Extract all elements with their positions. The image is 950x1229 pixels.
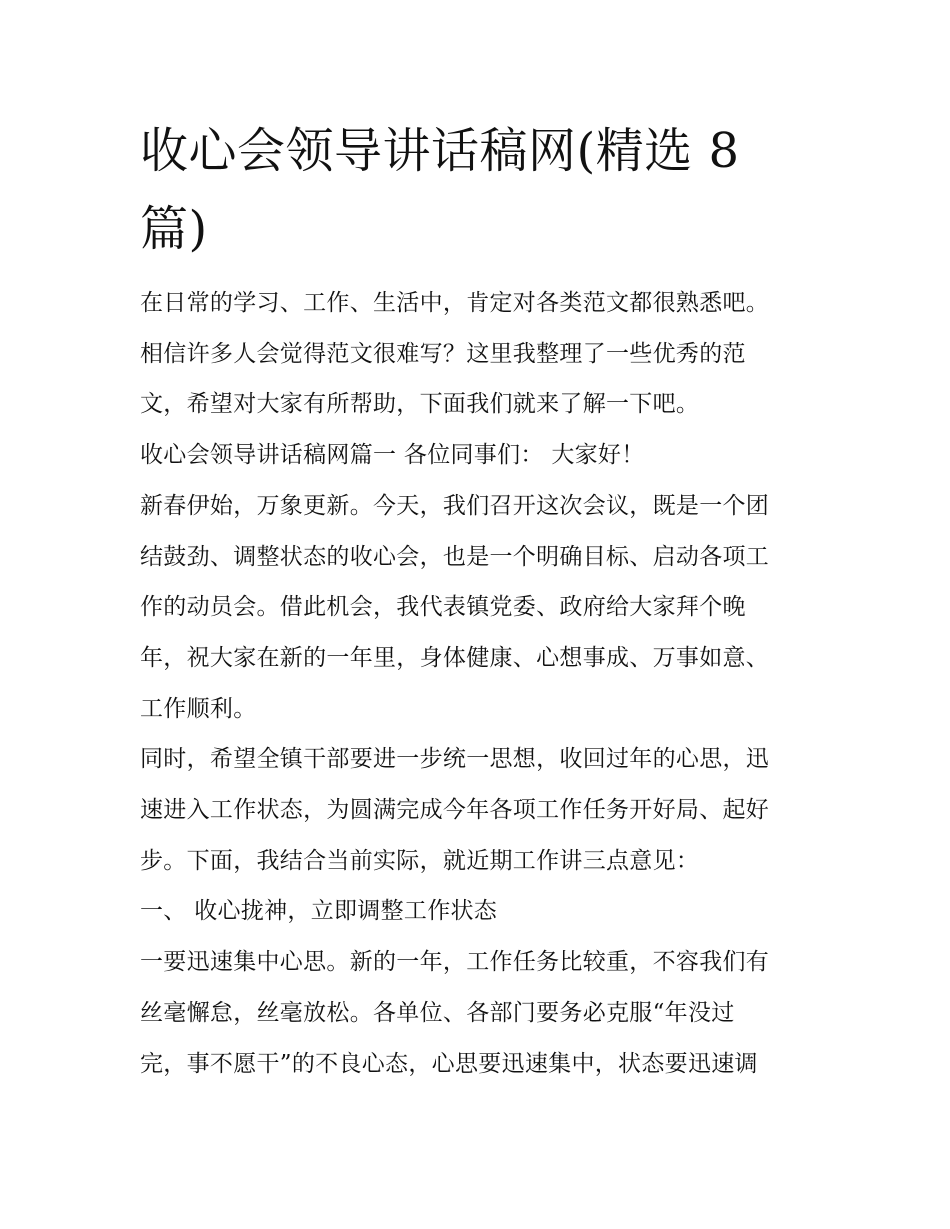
paragraph-line: 丝毫懈怠，丝毫放松。各单位、各部门要务必克服“年没过: [140, 999, 735, 1026]
paragraph-line: 在日常的学习、工作、生活中，肯定对各类范文都很熟悉吧。: [140, 290, 770, 316]
paragraph-line: 收心会领导讲话稿网篇一 各位同事们： 大家好！: [140, 442, 645, 469]
title-line-2: 篇): [140, 201, 208, 257]
document-content: [140, 112, 820, 1089]
paragraph-line: 相信许多人会觉得范文很难写？这里我整理了一些优秀的范: [140, 340, 746, 367]
paragraph-line: 一、 收心拢神，立即调整工作状态: [140, 898, 498, 925]
paragraph-intro: [140, 278, 820, 430]
paragraph-new-year: [140, 481, 820, 735]
paragraph-line: 步。下面，我结合当前实际，就近期工作讲三点意见：: [140, 847, 700, 874]
paragraph-line: 工作顺利。: [140, 695, 257, 722]
paragraph-line: 速进入工作状态，为圆满完成今年各项工作任务开好局、起好: [140, 797, 770, 824]
paragraph-greeting: [140, 430, 820, 481]
document-body: [140, 278, 820, 1089]
title-line-1: 收心会领导讲话稿网(精选 8: [140, 123, 740, 179]
paragraph-line: 作的动员会。借此机会，我代表镇党委、政府给大家拜个晚: [140, 594, 746, 621]
paragraph-line: 文，希望对大家有所帮助，下面我们就来了解一下吧。: [140, 391, 700, 418]
section-heading-one: [140, 886, 820, 937]
paragraph-line: 年，祝大家在新的一年里，身体健康、心想事成、万事如意、: [140, 644, 770, 671]
paragraph-line: 新春伊始，万象更新。今天，我们召开这次会议，既是一个团: [140, 492, 770, 519]
paragraph-line: 结鼓劲、调整状态的收心会，也是一个明确目标、启动各项工: [140, 543, 770, 570]
paragraph-line: 一要迅速集中心思。新的一年，工作任务比较重，不容我们有: [140, 949, 770, 976]
paragraph-line: 完，事不愿干”的不良心态，心思要迅速集中，状态要迅速调: [140, 1050, 758, 1077]
paragraph-unify: [140, 734, 820, 886]
document-title: [140, 112, 820, 268]
paragraph-line: 同时，希望全镇干部要进一步统一思想，收回过年的心思，迅: [140, 746, 770, 773]
paragraph-focus: [140, 937, 820, 1089]
